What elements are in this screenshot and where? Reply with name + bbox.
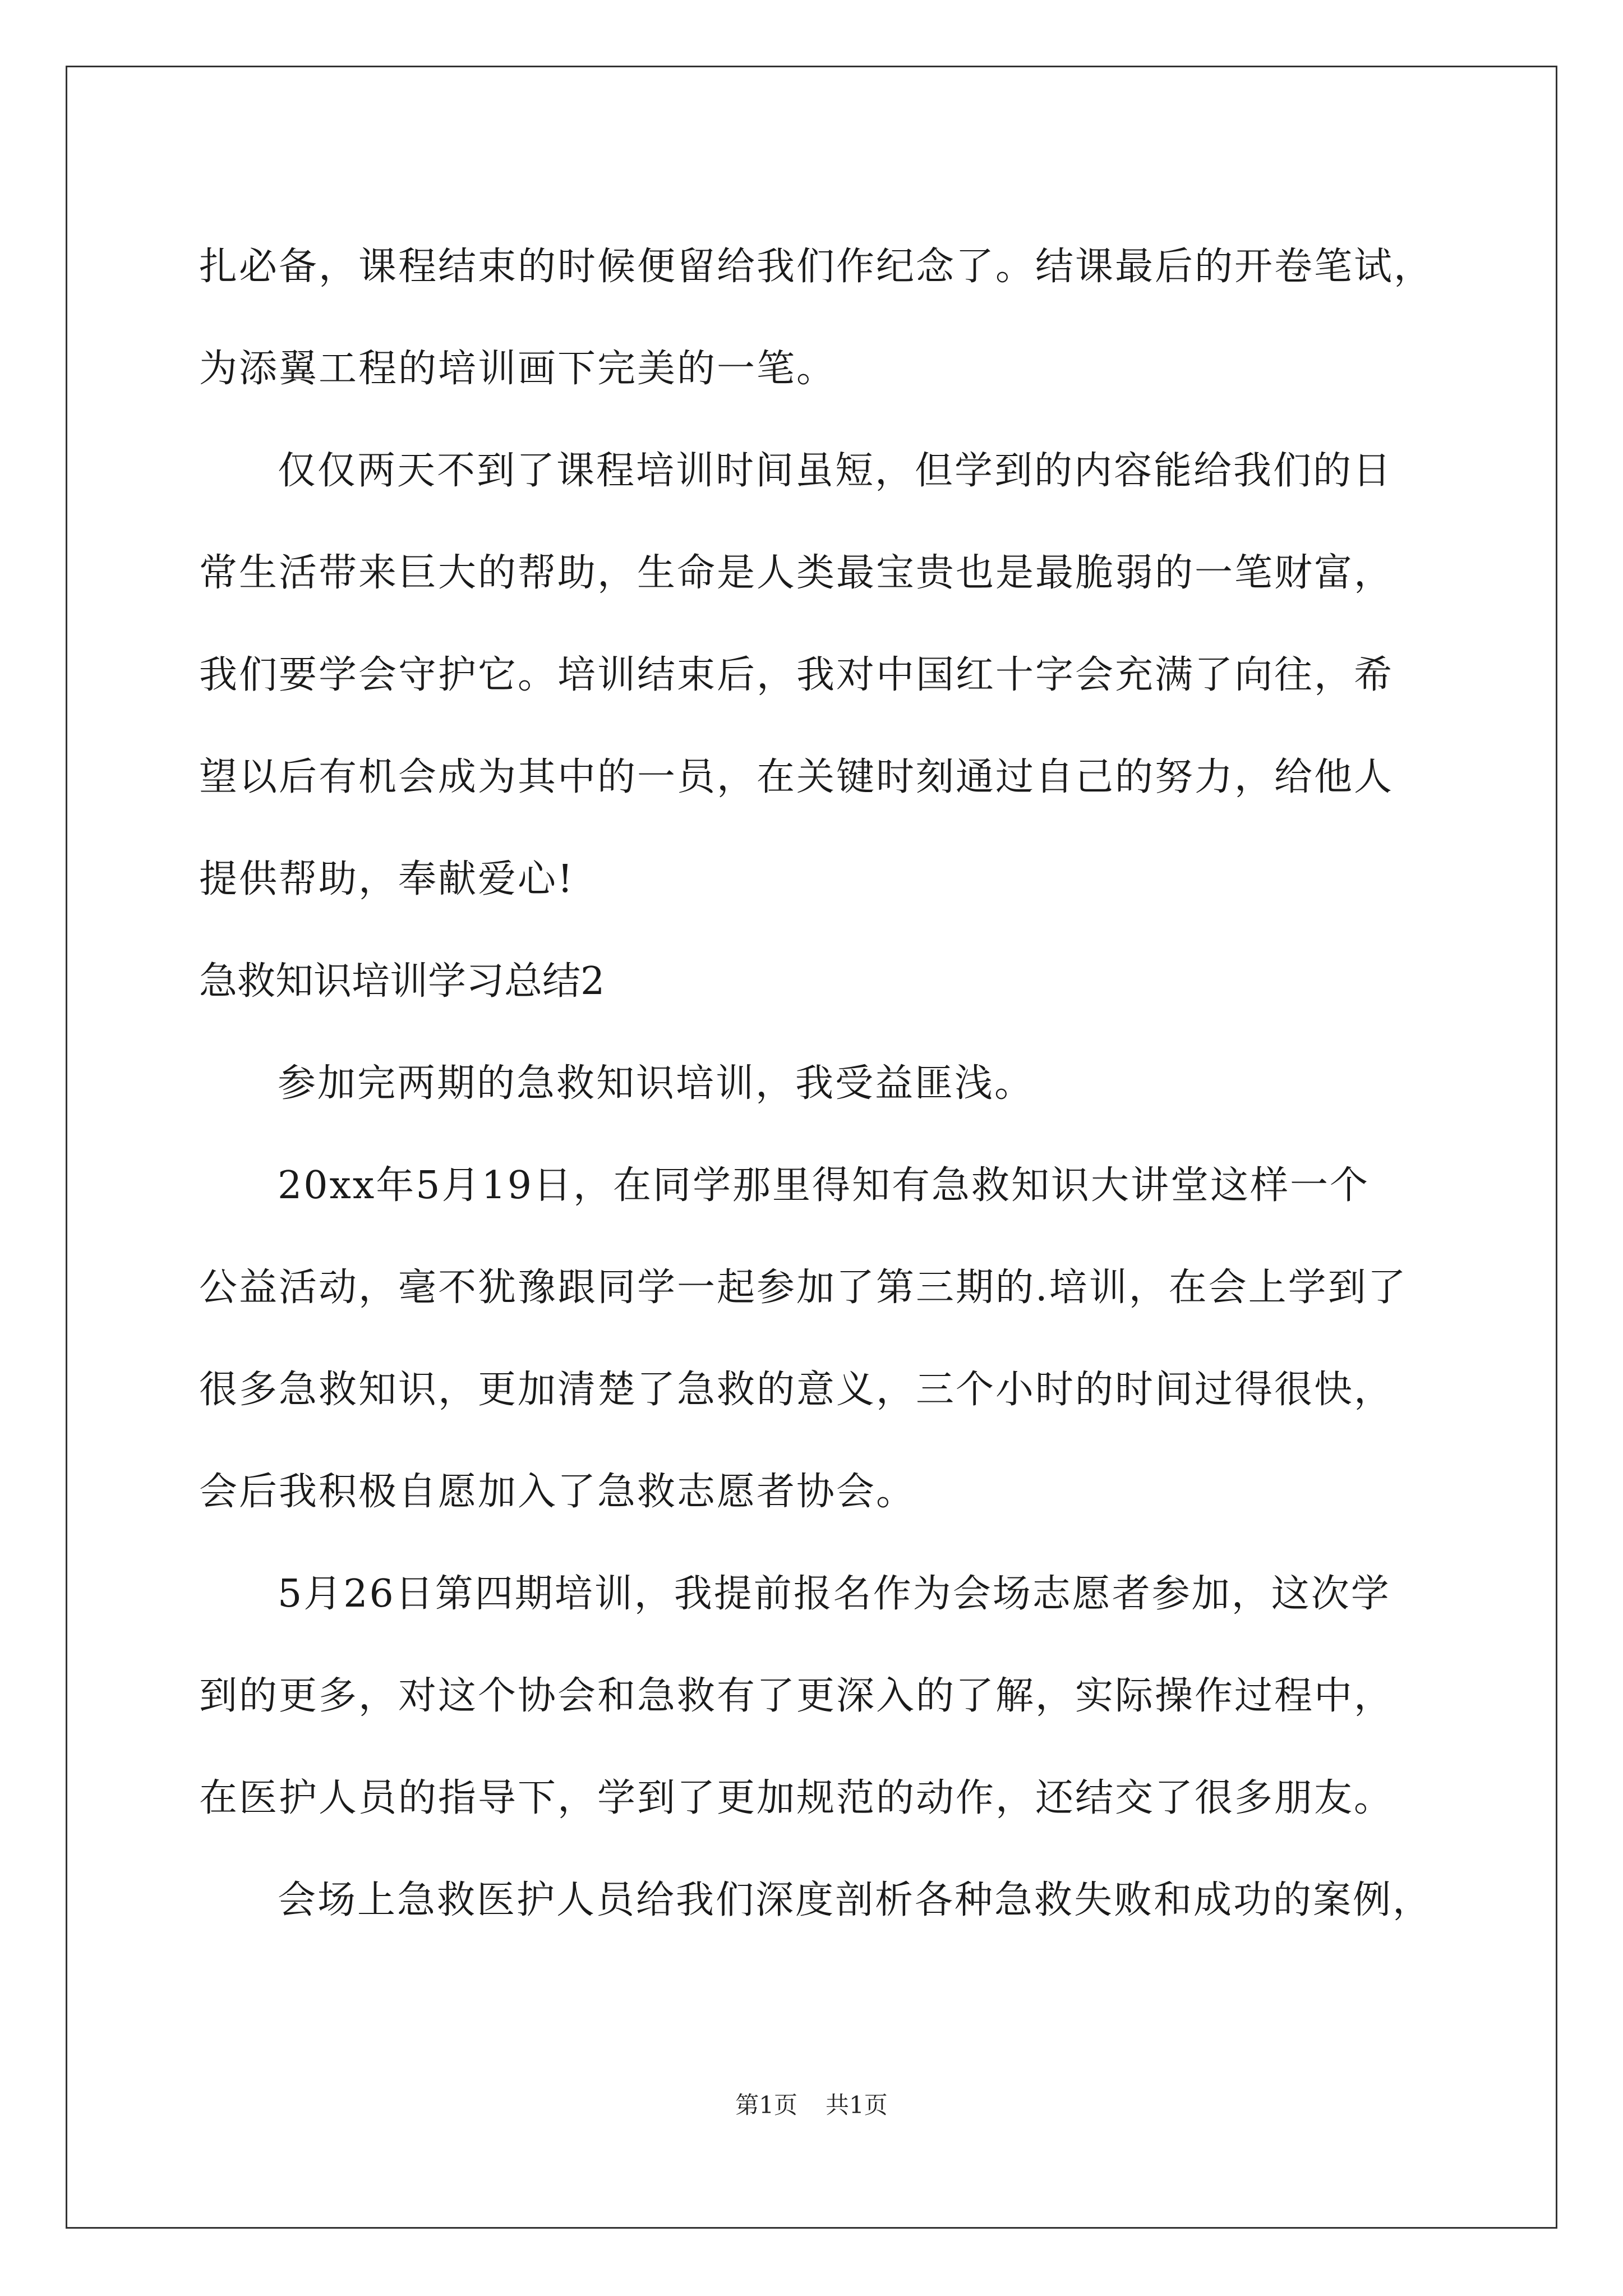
text-line: 会后我积极自愿加入了急救志愿者协会。 bbox=[199, 1470, 916, 1514]
text-line: 很多急救知识，更加清楚了急救的意义，三个小时的时间过得很快， bbox=[199, 1368, 1394, 1412]
text-line: 扎必备，课程结束的时候便留给我们作纪念了。结课最后的开卷笔试， bbox=[199, 245, 1434, 289]
paragraph-start: 20xx年5月19日，在同学那里得知有急救知识大讲堂这样一个 bbox=[278, 1163, 1370, 1208]
paragraph-start: 参加完两期的急救知识培训，我受益匪浅。 bbox=[278, 1061, 1035, 1106]
paragraph-start: 5月26日第四期培训，我提前报名作为会场志愿者参加，这次学 bbox=[278, 1572, 1391, 1616]
section-heading: 急救知识培训学习总结2 bbox=[199, 959, 605, 1004]
text-line: 到的更多，对这个协会和急救有了更深入的了解，实际操作过程中， bbox=[199, 1674, 1394, 1718]
paragraph-start: 仅仅两天不到了课程培训时间虽短，但学到的内容能给我们的日 bbox=[278, 449, 1393, 493]
text-line: 在医护人员的指导下，学到了更加规范的动作，还结交了很多朋友。 bbox=[199, 1776, 1394, 1820]
document-body bbox=[199, 216, 1464, 1952]
text-line: 常生活带来巨大的帮助，生命是人类最宝贵也是最脆弱的一笔财富， bbox=[199, 551, 1394, 595]
paragraph-start: 会场上急救医护人员给我们深度剖析各种急救失败和成功的案例， bbox=[278, 1878, 1433, 1922]
text-line: 为添翼工程的培训画下完美的一笔。 bbox=[199, 347, 837, 391]
text-line: 公益活动，毫不犹豫跟同学一起参加了第三期的.培训，在会上学到了 bbox=[199, 1266, 1408, 1310]
text-line: 望以后有机会成为其中的一员，在关键时刻通过自己的努力，给他人 bbox=[199, 755, 1394, 799]
page-number: 第1页 bbox=[735, 2091, 797, 2119]
page-total: 共1页 bbox=[826, 2091, 888, 2119]
text-line: 我们要学会守护它。培训结束后，我对中国红十字会充满了向往，希 bbox=[199, 653, 1394, 697]
text-line: 提供帮助，奉献爱心! bbox=[199, 857, 575, 901]
page-footer bbox=[0, 2087, 1623, 2120]
